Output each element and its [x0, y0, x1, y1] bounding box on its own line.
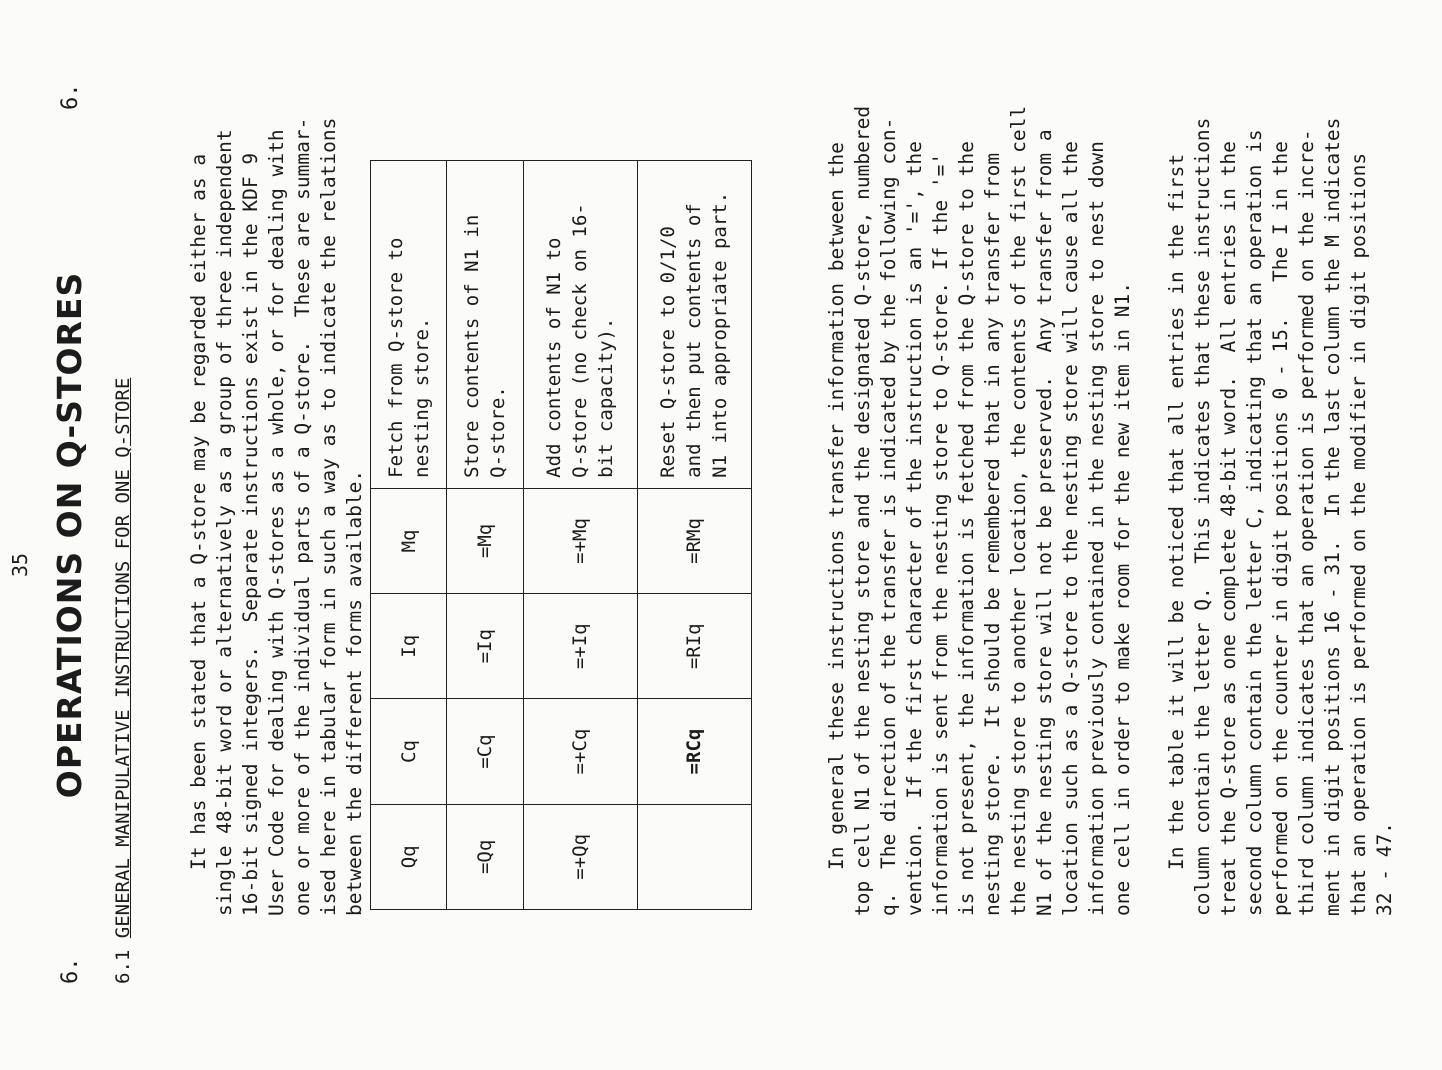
section-number-right: 6.	[58, 83, 83, 110]
desc-line: Q-store (no check on 16-	[569, 203, 592, 478]
paragraph-line: vention. If the first character of the instruction is an '=', the	[903, 141, 926, 916]
table-cell: Cq	[371, 699, 447, 804]
table-cell: Mq	[371, 488, 447, 593]
columns-paragraph	[1138, 36, 1398, 916]
paragraph-line: is not present, the information is fetched from the Q-store to the	[955, 141, 978, 916]
paragraph-line: one cell in order to make room for the new item in N1.	[1111, 282, 1134, 916]
desc-line: and then put contents of	[683, 203, 706, 478]
table-cell: =Qq	[447, 804, 523, 909]
page-number: 35	[8, 552, 32, 577]
paragraph-line: information is sent from the nesting store to Q-store. If the '='	[929, 152, 952, 916]
desc-line: nesting store.	[410, 317, 433, 478]
paragraph-line: nesting store. It should be remembered that in any transfer from	[981, 152, 1004, 916]
table-description	[447, 161, 523, 489]
table-cell: Iq	[371, 594, 447, 699]
subsection-heading	[112, 378, 134, 984]
paragraph-line: top cell N1 of the nesting store and the designated Q-store, numbered	[851, 105, 874, 916]
desc-line: Fetch from Q-store to	[384, 237, 407, 478]
paragraph-line: q. The direction of the transfer is indicated by the following con-	[877, 117, 900, 916]
table-cell: =+Mq	[523, 488, 637, 593]
paragraph-line: column contain the letter Q. This indicates that these instructions	[1191, 117, 1214, 916]
paragraph-line: treat the Q-store as one complete 48-bit word. All entries in the	[1217, 141, 1240, 916]
table-cell: =Cq	[447, 699, 523, 804]
table-cell: =+Cq	[523, 699, 637, 804]
paragraph-line: information previously contained in the nesting store to nest down	[1085, 141, 1108, 916]
table-cell: Qq	[371, 804, 447, 909]
paragraph-line: ised here in tabular form in such a way as to indicate the relations	[317, 117, 340, 916]
paragraph-line: single 48-bit word or alternatively as a group of three independent	[213, 129, 236, 916]
paragraph-line: User Code for dealing with Q-stores as a whole, or for dealing with	[265, 129, 288, 916]
paragraph-line: between the different forms available.	[343, 469, 366, 916]
table-row	[637, 161, 751, 910]
paragraph-line: one or more of the individual parts of a Q-store. These are summar-	[291, 117, 314, 916]
table-description	[523, 161, 637, 489]
subsection-number: 6.1	[112, 949, 134, 984]
page-title: OPERATIONS ON Q-STORES	[50, 271, 89, 799]
desc-line: Store contents of N1 in	[461, 214, 484, 478]
paragraph-line: third column indicates that an operation is performed on the incre-	[1295, 129, 1318, 916]
desc-line: Add contents of N1 to	[543, 237, 566, 478]
paragraph-line: location such as a Q-store to the nesting store will cause all the	[1059, 141, 1082, 916]
paragraph-line: N1 of the nesting store will not be preserved. Any transfer from a	[1033, 129, 1056, 916]
table-cell: =RIq	[637, 594, 751, 699]
paragraph-line: ment in digit positions 16 - 31. In the last column the M indicates	[1321, 117, 1344, 916]
paragraph-line: the nesting store to another location, the contents of the first cell	[1007, 105, 1030, 916]
table-row	[447, 161, 523, 910]
subsection-title: GENERAL MANIPULATIVE INSTRUCTIONS FOR ONE Q-STORE	[112, 377, 134, 939]
table-cell: =+Iq	[523, 594, 637, 699]
table-cell: =RMq	[637, 488, 751, 593]
paragraph-line: that an operation is performed on the modifier in digit positions	[1347, 152, 1370, 916]
table-cell: =+Qq	[523, 804, 637, 909]
table-description	[637, 161, 751, 489]
paragraph-line: second column contain the letter C, indicating that an operation is	[1243, 129, 1266, 916]
desc-line: N1 into appropriate part.	[709, 191, 732, 478]
desc-line: Reset Q-store to 0/1/0	[657, 226, 680, 478]
paragraph-line: It has been stated that a Q-store may be regarded either as a	[187, 153, 210, 870]
section-number-left: 6.	[58, 957, 83, 984]
desc-line: bit capacity).	[595, 317, 618, 478]
q-store-instruction-table	[370, 160, 752, 910]
paragraph-line: 32 - 47.	[1373, 822, 1396, 916]
table-cell: =Iq	[447, 594, 523, 699]
transfer-paragraph	[798, 36, 1136, 916]
paragraph-line: 16-bit signed integers. Separate instructions exist in the KDF 9	[239, 152, 262, 916]
table-cell: =RCq	[637, 699, 751, 804]
desc-line: Q-store.	[487, 386, 510, 478]
intro-paragraph	[160, 36, 368, 916]
table-row	[523, 161, 637, 910]
table-cell: =Mq	[447, 488, 523, 593]
paragraph-line: In the table it will be noticed that all entries in the first	[1165, 153, 1188, 870]
paragraph-line: In general these instructions transfer information between the	[825, 142, 848, 870]
table-cell	[637, 804, 751, 909]
table-row	[371, 161, 447, 910]
paragraph-line: performed on the counter in digit positions 0 - 15. The I in the	[1269, 141, 1292, 916]
table-description	[371, 161, 447, 489]
